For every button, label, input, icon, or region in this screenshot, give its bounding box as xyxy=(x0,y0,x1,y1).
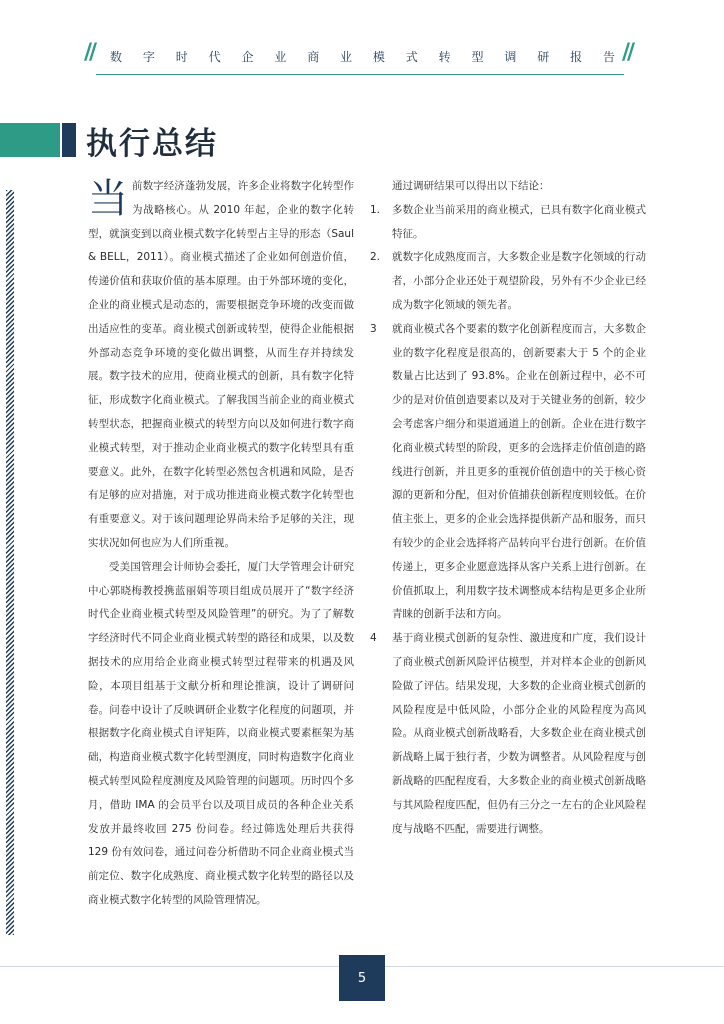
finding-text: 就数字化成熟度而言，大多数企业是数字化领域的行动者，小部分企业还处于观望阶段，另外有不少企业已经成为数字化领域的领先者。 xyxy=(392,251,646,311)
title-accent-bar xyxy=(0,123,60,157)
hatched-side-strip xyxy=(6,190,14,935)
finding-item xyxy=(370,627,646,841)
finding-text: 就商业模式各个要素的数字化创新程度而言，大多数企业的数字化程度是很高的，创新要素大于 5 个的企业数量占比达到了 93.8%。企业在创新过程中，必不可少的是对价值创造要素以及对于关键业务的创新，较少会考虑客户细分和渠道通道上的创新。企业在进行数字化商业模式转型的阶段，更多的会选择走价值创造的路线进行创新，并且更多的重视价值创造中的关于核心资源的更新和分配，但对价值捕获创新程度则较低。在价值主张上，更多的企业会选择提供新产品和服务，而只有较少的企业会选择将产品转向平台进行创新。在价值传递上，更多企业愿意选择从客户关系上进行创新。在价值抓取上，利用数字技术调整成本结构是更多企业所青睐的创新手法和方向。 xyxy=(392,322,646,621)
finding-item xyxy=(370,246,646,317)
finding-number: 3 xyxy=(370,322,377,335)
right-column xyxy=(370,175,646,841)
findings-intro: 通过调研结果可以得出以下结论： xyxy=(392,180,550,192)
finding-item xyxy=(370,318,646,627)
finding-number: 1. xyxy=(370,203,381,216)
running-header-title: 数字时代企业商业模式转型调研报告 xyxy=(110,50,616,64)
header-slash-left-icon: // xyxy=(84,40,95,65)
finding-text: 多数企业当前采用的商业模式，已具有数字化商业模式特征。 xyxy=(392,203,646,240)
finding-item xyxy=(370,199,646,247)
title-accent-block xyxy=(62,123,76,157)
page-number: 5 xyxy=(339,955,385,1001)
header-rule xyxy=(96,74,624,75)
finding-number: 2. xyxy=(370,251,381,264)
section-title: 执行总结 xyxy=(86,126,218,162)
paragraph-2: 受美国管理会计师协会委托，厦门大学管理会计研究中心郭晓梅教授携蓝丽娟等项目组成员展开了“数字经济时代企业商业模式转型及风险管理”的研究。为了了解数字经济时代不同企业商业模式转型的路径和成果，以及数据技术的应用给企业商业模式转型过程带来的机遇及风险，本项目组基于文献分析和理论推演，设计了调研问卷。问卷中设计了反映调研企业数字化程度的问题项，并根据数字化商业模式自评矩阵，以商业模式要素框架为基础，构造商业模式数字化转型测度，同时构造数字化商业模式转型风险程度测度及风险管理的问题项。历时四个多月，借助 IMA 的会员平台以及项目成员的各种企业关系发放并最终收回 275 份问卷。经过筛选处理后共获得 129 份有效问卷，通过问卷分析借助不同企业商业模式当前定位、数字化成熟度、商业模式数字化转型的路径以及商业模式数字化转型的风险管理情况。 xyxy=(88,560,354,906)
paragraph-1-text: 前数字经济蓬勃发展，许多企业将数字化转型作为战略核心。从 2010 年起，企业的数字化转型，就演变到以商业模式数字化转型占主导的形态（Saul & BELL，2011）。商业模式描述了企业如何创造价值，传递价值和获取价值的基本原理。由于外部环境的变化，企业的商业模式是动态的，需要根据竞争环境的改变而做出适应性的变革。商业模式创新或转型，使得企业能根据外部动态竞争环境的变化做出调整，从而生存并持续发展。数字技术的应用，使商业模式的创新，具有数字化特征，形成数字化商业模式。了解我国当前企业的商业模式转型状态，把握商业模式的转型方向以及如何进行数字商业模式转型，对于推动企业商业模式的数字化转型具有重要意义。此外，在数字化转型必然包含机遇和风险，是否有足够的应对措施，对于成功推进商业模式数字化转型也有重要意义。对于该问题理论界尚未给予足够的关注，现实状况如何也应为人们所重视。 xyxy=(88,180,354,549)
finding-number: 4 xyxy=(370,632,377,645)
paragraph-1 xyxy=(88,175,354,556)
drop-cap: 当 xyxy=(88,176,128,222)
left-column xyxy=(88,175,354,913)
finding-text: 基于商业模式创新的复杂性、激进度和广度，我们设计了商业模式创新风险评估模型，并对样本企业的创新风险做了评估。结果发现，大多数的企业商业模式创新的风险程度是中低风险，小部分企业的风险程度为高风险。从商业模式创新战略看，大多数企业在商业模式创新战略上属于独行者，少数为调整者。从风险程度与创新战略的匹配程度看，大多数企业的商业模式创新战略与其风险程度匹配，但仍有三分之一左右的企业风险程度与战略不匹配，需要进行调整。 xyxy=(392,632,646,835)
header-slash-right-icon: // xyxy=(622,40,633,65)
